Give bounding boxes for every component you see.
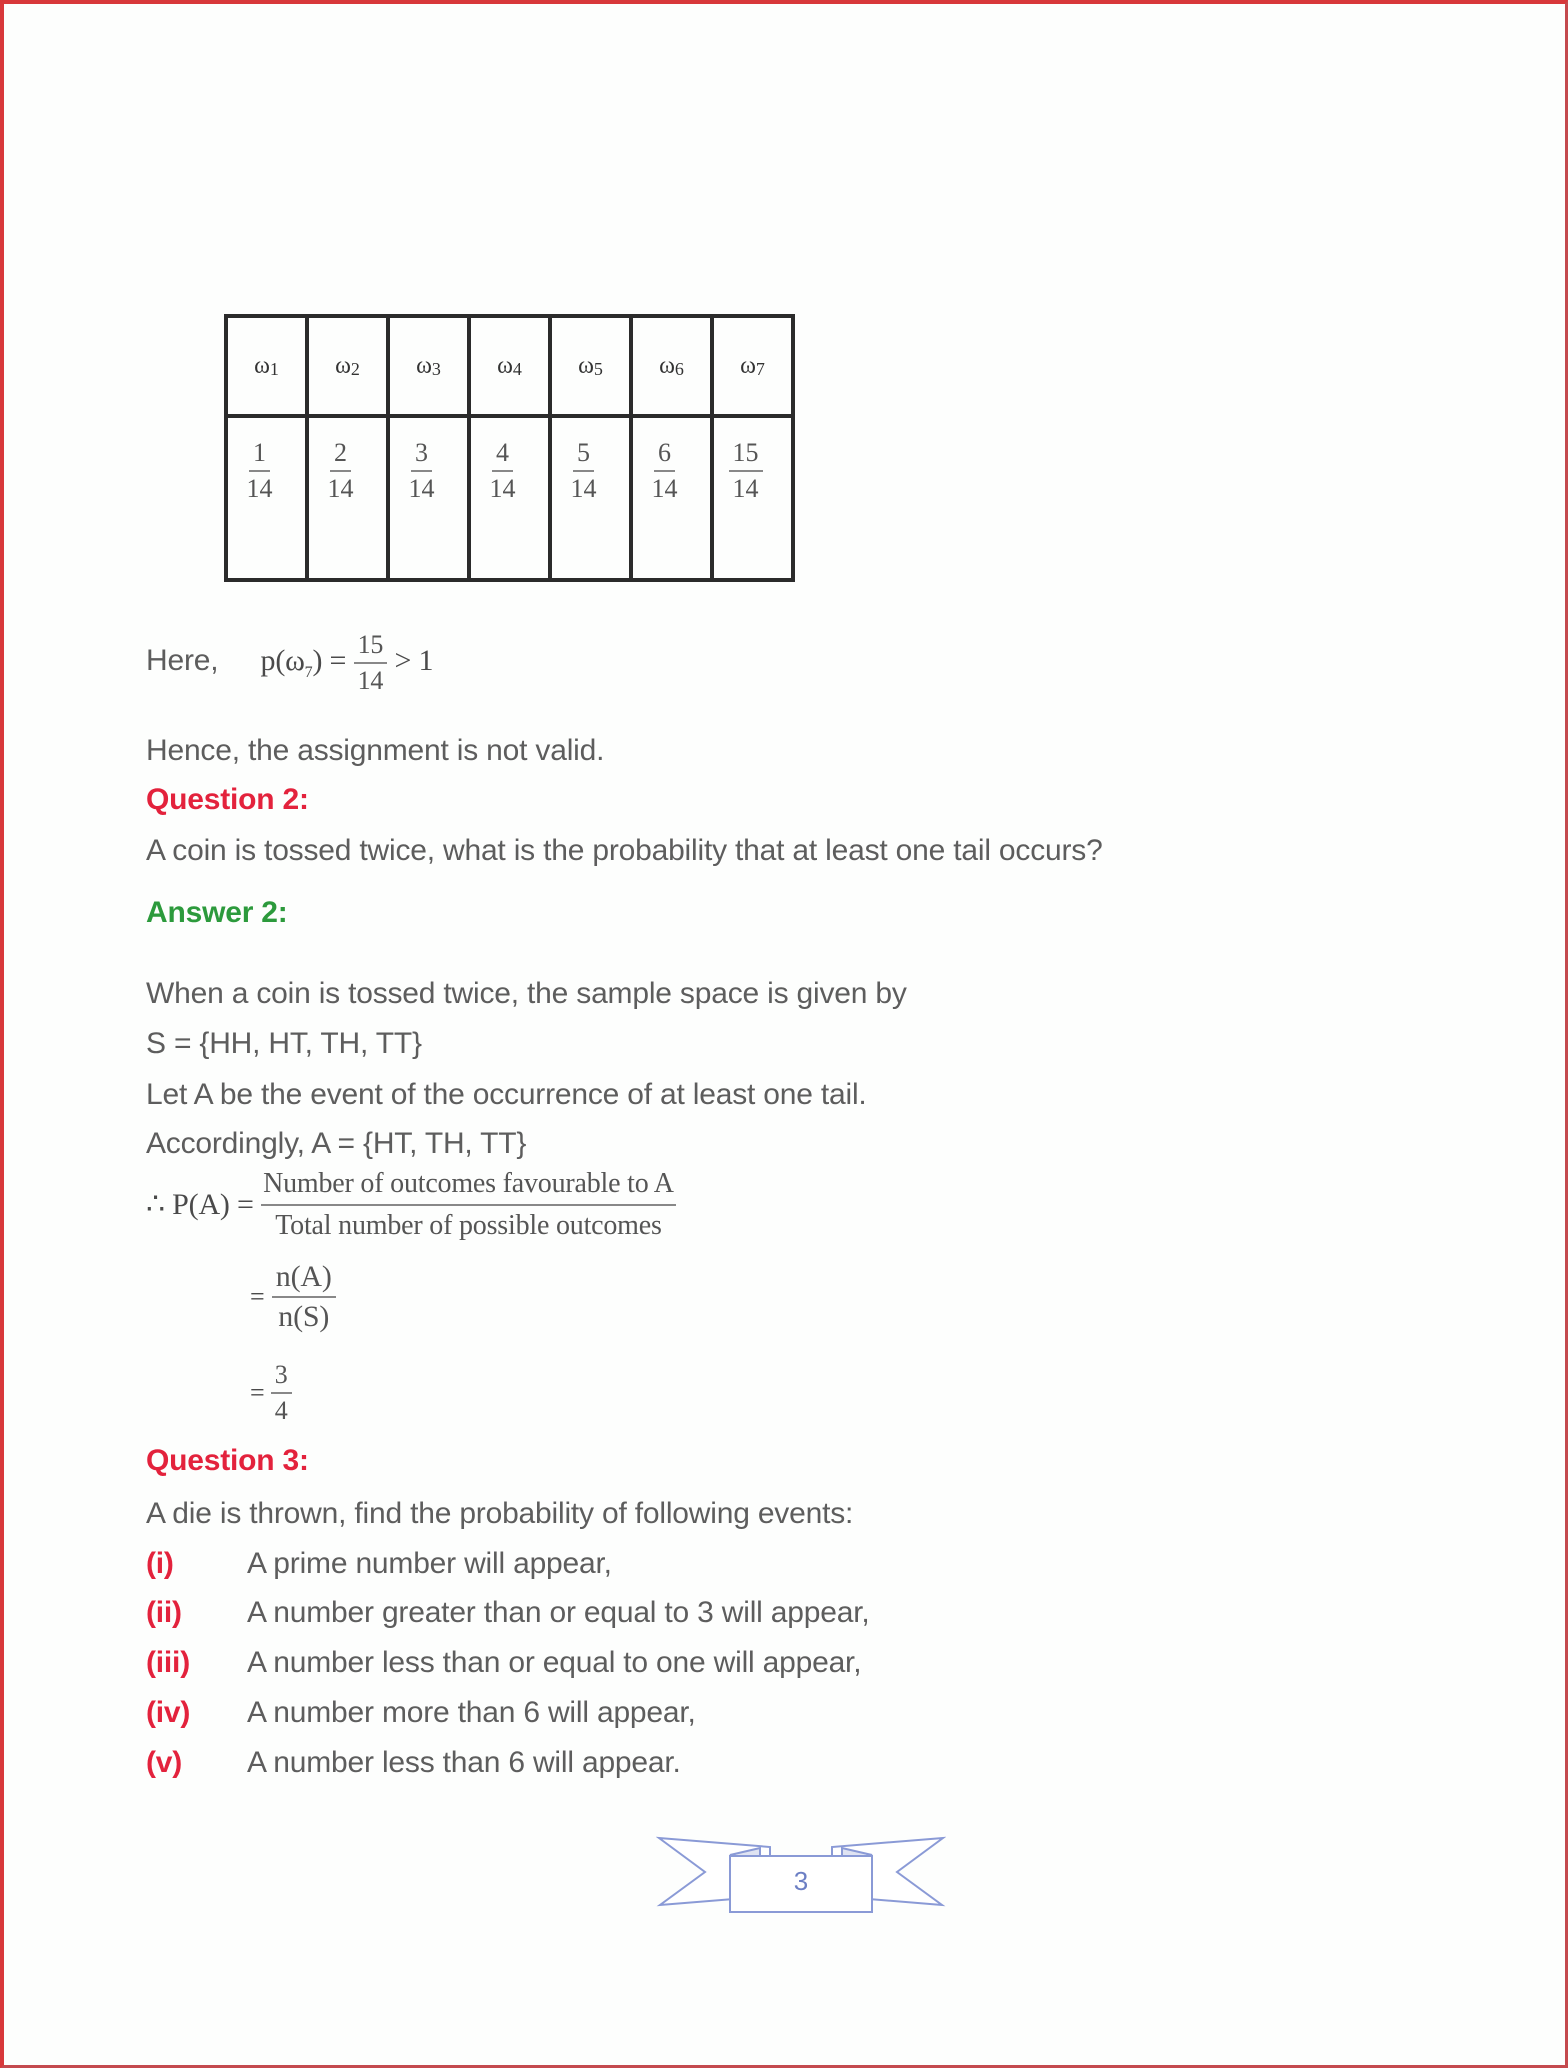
item-text: A number greater than or equal to 3 will appear, xyxy=(247,1596,870,1629)
conclusion-text: Hence, the assignment is not valid. xyxy=(146,734,605,767)
step2-numerator: n(A) xyxy=(272,1262,336,1298)
table-header-row xyxy=(226,316,793,416)
page-number: 3 xyxy=(793,1866,809,1896)
table-header-cell: $\omega_7$ xyxy=(712,316,793,416)
item-text: A number less than 6 will appear. xyxy=(247,1746,681,1779)
table-cell: $\frac{3}{14}$ xyxy=(388,416,469,580)
probability-formula xyxy=(146,1170,676,1240)
table-cell: $\frac{15}{14}$ xyxy=(712,416,793,580)
lhs-sub: 7 xyxy=(304,663,313,681)
lhs-text: p(ω xyxy=(260,643,305,677)
table-cell: $\frac{2}{14}$ xyxy=(307,416,388,580)
here-statement xyxy=(146,632,433,694)
fraction-15-14: $\frac{15}{14}$ xyxy=(354,632,388,694)
question-2-text: A coin is tossed twice, what is the probability that at least one tail occurs? xyxy=(146,834,1103,867)
answer-2-heading: Answer 2: xyxy=(146,896,288,929)
table-header-cell: $\omega_6$ xyxy=(631,316,712,416)
item-label: (v) xyxy=(146,1746,183,1779)
answer-2-line: S = {HH, HT, TH, TT} xyxy=(146,1027,422,1060)
formula-fraction xyxy=(261,1170,676,1240)
table-header-cell: $\omega_5$ xyxy=(550,316,631,416)
table-cell: $\frac{6}{14}$ xyxy=(631,416,712,580)
table-header-cell: $\omega_3$ xyxy=(388,316,469,416)
formula-numerator: Number of outcomes favourable to A xyxy=(261,1170,676,1206)
formula-step-3 xyxy=(250,1362,292,1424)
item-label: (iii) xyxy=(146,1646,190,1679)
table-cell: $\frac{1}{14}$ xyxy=(226,416,307,580)
step3-numerator: 3 xyxy=(271,1362,292,1394)
question-3-heading: Question 3: xyxy=(146,1444,309,1477)
lhs-close: ) = xyxy=(312,643,347,677)
equals-sign: = xyxy=(250,1282,265,1311)
item-label: (iv) xyxy=(146,1696,191,1729)
n-a-over-n-s xyxy=(272,1262,336,1332)
item-text: A number less than or equal to one will appear, xyxy=(247,1646,862,1679)
equals-sign: = xyxy=(250,1378,265,1407)
table-cell: $\frac{4}{14}$ xyxy=(469,416,550,580)
table-header-cell: $\omega_2$ xyxy=(307,316,388,416)
formula-denominator: Total number of possible outcomes xyxy=(275,1210,662,1241)
step2-denominator: n(S) xyxy=(278,1300,330,1333)
answer-2-line: Accordingly, A = {HT, TH, TT} xyxy=(146,1127,527,1160)
formula-step-2 xyxy=(250,1262,336,1332)
table-cell: $\frac{5}{14}$ xyxy=(550,416,631,580)
here-label: Here, xyxy=(146,643,219,677)
item-label: (ii) xyxy=(146,1596,182,1629)
question-2-heading: Question 2: xyxy=(146,783,309,816)
item-text: A prime number will appear, xyxy=(247,1547,612,1580)
rhs-text: > 1 xyxy=(394,643,434,677)
step3-denominator: 4 xyxy=(274,1396,288,1425)
question-3-text: A die is thrown, find the probability of following events: xyxy=(146,1497,854,1530)
item-text: A number more than 6 will appear, xyxy=(247,1696,696,1729)
probability-table xyxy=(224,314,795,582)
table-row xyxy=(226,416,793,580)
item-label: (i) xyxy=(146,1547,174,1580)
table-header-cell: $\omega_4$ xyxy=(469,316,550,416)
three-quarters xyxy=(271,1362,292,1424)
table-header-cell: $\omega_1$ xyxy=(226,316,307,416)
answer-2-line: When a coin is tossed twice, the sample space is given by xyxy=(146,977,907,1010)
answer-2-line: Let A be the event of the occurrence of at least one tail. xyxy=(146,1078,867,1111)
formula-lhs: ∴ P(A) = xyxy=(146,1188,254,1221)
p-omega7-expression xyxy=(260,630,434,695)
